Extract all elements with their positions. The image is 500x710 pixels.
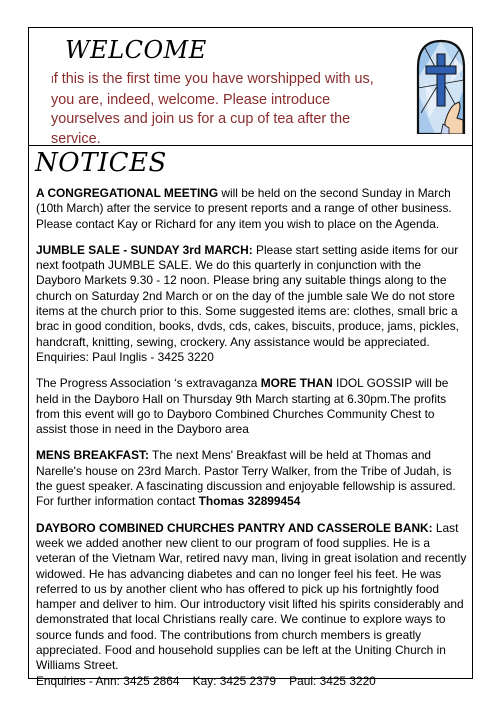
stained-glass-cross-icon	[415, 38, 467, 134]
notice-text: will be held on the second Sunday in March (10th March) after the service to present reports and a range of other business. Please contact Kay or Richard for any item you wish to place on the Agenda.	[36, 186, 452, 231]
notice-contact: Thomas 32899454	[198, 494, 301, 509]
notice-progress-association	[36, 376, 468, 437]
notice-lead: The Progress Association ‘s extravaganza	[36, 376, 261, 391]
welcome-title: WELCOME	[65, 36, 207, 64]
notice-heading: DAYBORO COMBINED CHURCHES PANTRY AND CASSEROLE BANK:	[36, 520, 433, 535]
notice-heading: MORE THAN	[260, 376, 333, 391]
notices-body	[36, 186, 468, 700]
notice-enquiries: Enquiries - Ann: 3425 2864 Kay: 3425 2379 Paul: 3425 3220	[36, 673, 376, 688]
notices-title: NOTICES	[35, 148, 167, 178]
welcome-text	[51, 70, 396, 149]
notice-text: Last week we added another new client to our program of food supplies. He is a veteran of the Vietnam War, retired navy man, living in great isolation and recently widowed. He has advancing diabetes and can no longer feel his feet. He was referred to us by another client who has offered to pick up his fortnightly food hamper and deliver to him. Our introductory visit lifted his spirits considerably and demonstrated that local Christians really care. We continue to explore ways to source funds and food. The contributions from church members is greatly appreciated. Food and household supplies can be left at the Uniting Church in Williams Street.	[36, 520, 467, 673]
notice-congregational-meeting	[36, 186, 468, 232]
notice-heading: A CONGREGATIONAL MEETING	[36, 186, 219, 200]
notice-text: The next Mens' Breakfast will be held at Thomas and Narelle's house on 23rd March. Pastor Terry Walker, from the Tribe of Judah, is the guest speaker. A fascinating discussion and enjoyable fellowship is assured. For further information contact	[36, 448, 456, 509]
notices-section	[28, 145, 473, 688]
notice-text: IDOL GOSSIP will be held in the Dayboro Hall on Thursday 9th March starting at 6.30pm.The profits from this event will go to Dayboro Combined Churches Community Chest to assist those in need in the Dayboro area	[36, 376, 449, 437]
welcome-section	[28, 27, 473, 146]
notice-heading: MENS BREAKFAST:	[36, 448, 149, 463]
notice-jumble-sale	[36, 243, 468, 365]
notice-heading: JUMBLE SALE - SUNDAY 3rd MARCH:	[36, 242, 253, 257]
notice-text: Please start setting aside items for our next footpath JUMBLE SALE. We do this quarterly in conjunction with the Dayboro Markets 9.30 - 12 noon. Please bring any suitable things along to the church on Saturday 2nd March or on the day of the jumble sale We do not store items at the church prior to this. Some suggested items are: clothes, small bric a brac in good condition, books, dvds, cds, cakes, biscuits, produce, jams, pickles, handcraft, knitting, sewing, crockery. Any assistance would be appreciated. Enquiries: Paul Inglis - 3425 3220	[36, 242, 459, 364]
notice-pantry-casserole-bank	[36, 521, 468, 689]
welcome-body: f this is the first time you have worshipped with us, you are, indeed, welcome. Please introduce yourselves and join us for a cup of tea after the service.	[51, 71, 374, 147]
welcome-first-letter: I	[51, 75, 54, 86]
notice-mens-breakfast	[36, 448, 468, 509]
